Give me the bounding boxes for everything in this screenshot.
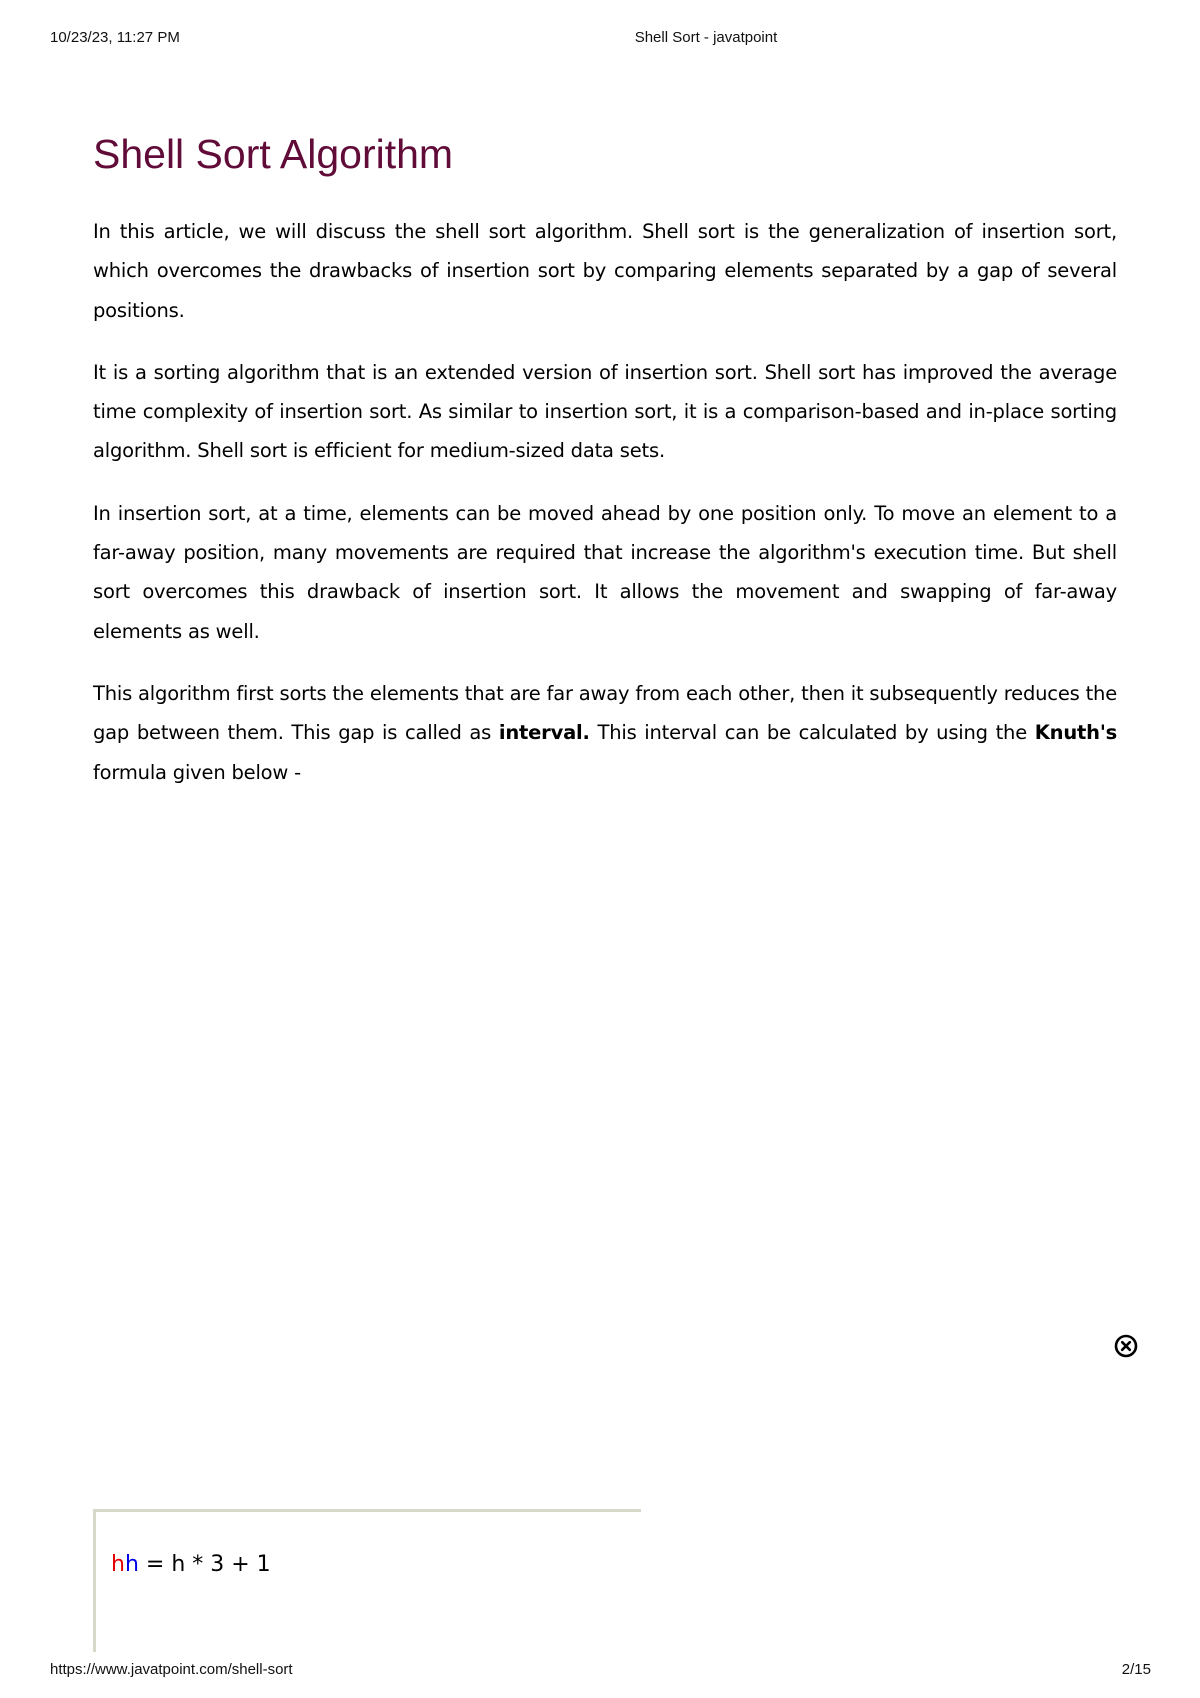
code-token-h1: h xyxy=(111,1552,125,1577)
code-line xyxy=(111,1552,271,1577)
print-footer-url: https://www.javatpoint.com/shell-sort xyxy=(50,1661,293,1678)
paragraph-interval-text-1: This algorithm first sorts the elements that are far away from each other, then it subsequently reduces the gap between them. This gap is called as xyxy=(93,681,1117,745)
paragraph-extended-version: It is a sorting algorithm that is an extended version of insertion sort. Shell sort has improved the average time complexity of insertion sort. As similar to insertion sort, it is a comparison-based and in-place sorting algorithm. Shell sort is efficient for medium-sized data sets. xyxy=(93,360,1117,463)
code-token-h2: h xyxy=(124,1552,139,1577)
paragraph-intro: In this article, we will discuss the shell sort algorithm. Shell sort is the generalization of insertion sort, which overcomes the drawbacks of insertion sort by comparing elements separated by a gap of several positions. xyxy=(93,220,1117,322)
close-circle-icon-graphic xyxy=(1114,1334,1138,1358)
close-circle-icon[interactable] xyxy=(1114,1334,1138,1358)
print-header-datetime: 10/23/23, 11:27 PM xyxy=(50,29,180,46)
article-content xyxy=(93,126,1117,792)
code-block xyxy=(93,1509,641,1652)
page-title: Shell Sort Algorithm xyxy=(93,131,454,177)
paragraph-interval xyxy=(93,674,1117,792)
code-token-expression: = h * 3 + 1 xyxy=(138,1552,271,1577)
print-footer-page-number: 2/15 xyxy=(1121,1661,1151,1678)
paragraph-interval-text-3: formula given below - xyxy=(93,760,301,784)
interval-term: interval. xyxy=(498,721,590,745)
paragraph-interval-text-2: This interval can be calculated by using the xyxy=(589,721,1035,745)
print-header-title: Shell Sort - javatpoint xyxy=(634,29,778,46)
knuth-term: Knuth's xyxy=(1034,721,1117,745)
paragraph-insertion-drawback: In insertion sort, at a time, elements can be moved ahead by one position only. To move an element to a far-away position, many movements are required that increase the algorithm's execution time. But shell sort overcomes this drawback of insertion sort. It allows the movement and swapping of far-away elements as well. xyxy=(93,501,1117,643)
